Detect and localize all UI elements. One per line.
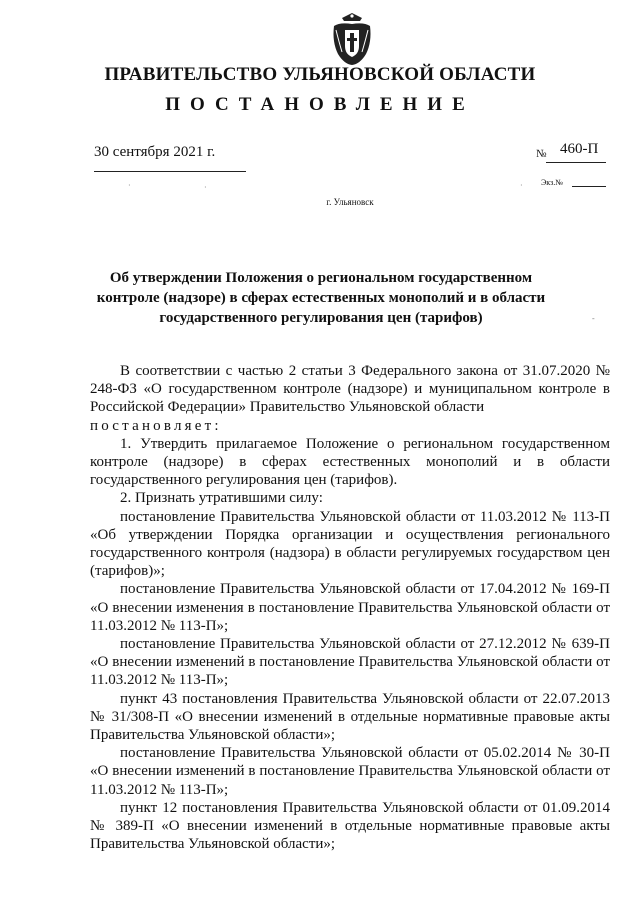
paragraph-2: 2. Признать утратившими силу: bbox=[120, 490, 323, 507]
coat-of-arms-icon bbox=[330, 12, 374, 66]
decree-word: постановляет: bbox=[90, 417, 222, 434]
repealed-item: постановление Правительства Ульяновской области от 17.04.2012 № 169-П «О внесении изменения в постановление Правительства Ульяновской области от 11.03.2012 № 113-П»; bbox=[90, 581, 610, 634]
city: г. Ульяновск bbox=[326, 197, 374, 207]
date-underline bbox=[94, 171, 246, 172]
repealed-item: постановление Правительства Ульяновской области от 11.03.2012 № 113-П «Об утверждении Порядка организации и осуществления регионального государственного контроля (надзора) в области регулируемых государством цен (тарифов)»; bbox=[90, 508, 610, 580]
repealed-item: пункт 12 постановления Правительства Ульяновской области от 01.09.2014 № 389-П «О внесении изменений в отдельные нормативные правовые акты Правительства Ульяновской области»; bbox=[90, 799, 610, 853]
intro-text: В соответствии с частью 2 статьи 3 Федерального закона от 31.07.2020 № 248-ФЗ «О государственном контроле (надзоре) и муниципальном контроле в Российской Федерации» Правительство Ульяновской области bbox=[90, 363, 610, 416]
repealed-item: постановление Правительства Ульяновской области от 27.12.2012 № 639-П «О внесении изменений в постановление Правительства Ульяновской области от 11.03.2012 № 113-П»; bbox=[90, 636, 610, 689]
document-number: 460-П bbox=[560, 141, 599, 157]
intro-paragraph bbox=[90, 362, 610, 435]
document-type: ПОСТАНОВЛЕНИЕ bbox=[165, 94, 475, 115]
document-date: 30 сентября 2021 г. bbox=[94, 144, 216, 160]
copy-number-label: Экз.№ bbox=[541, 178, 563, 187]
scan-speck: · bbox=[520, 181, 523, 190]
document-body bbox=[90, 362, 610, 853]
scan-speck: - bbox=[592, 314, 595, 323]
government-name: ПРАВИТЕЛЬСТВО УЛЬЯНОВСКОЙ ОБЛАСТИ bbox=[104, 64, 536, 85]
paragraph-1: 1. Утвердить прилагаемое Положение о региональном государственном контроле (надзоре) в сферах естественных монополий и в области государственного регулирования цен (тарифов). bbox=[90, 435, 610, 489]
scan-speck: · bbox=[204, 183, 207, 192]
document-title: Об утверждении Положения о региональном государственном контроле (надзоре) в сферах естественных монополий и в области государственного регулирования цен (тарифов) bbox=[96, 270, 546, 326]
copy-number-underline bbox=[572, 186, 606, 187]
scan-speck: · bbox=[128, 181, 131, 190]
repealed-item: постановление Правительства Ульяновской области от 05.02.2014 № 30-П «О внесении изменений в постановление Правительства Ульяновской области от 11.03.2012 № 113-П»; bbox=[90, 745, 610, 798]
number-sign: № bbox=[536, 148, 547, 160]
number-underline bbox=[546, 162, 606, 163]
repealed-item: пункт 43 постановления Правительства Ульяновской области от 22.07.2013 № 31/308-П «О внесении изменений в отдельные нормативные правовые акты Правительства Ульяновской области»; bbox=[90, 690, 610, 744]
